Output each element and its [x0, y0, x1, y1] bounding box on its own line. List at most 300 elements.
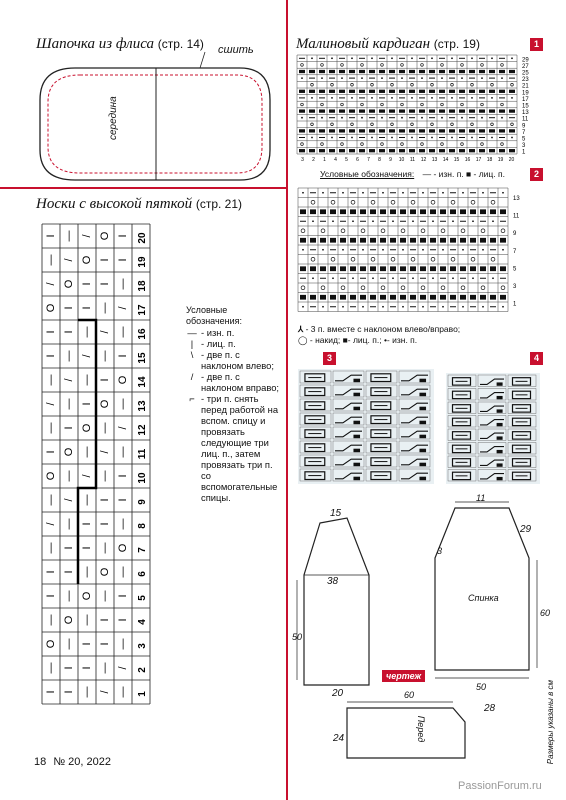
chart1-knit-mark: [309, 90, 315, 93]
chart1-dot-mark: [321, 77, 323, 79]
chart1-yo-mark: [401, 143, 404, 146]
chart2-dot-mark: [472, 277, 474, 279]
chart1-dot-mark: [491, 97, 493, 99]
chart2-knit-mark: [310, 295, 316, 300]
chart1-dot-mark: [311, 97, 313, 99]
sock-stitch: —: [63, 518, 75, 530]
chart2-knit-mark: [370, 209, 376, 214]
chart4-knit-mark: [497, 436, 503, 439]
sock-row-number: 19: [137, 256, 148, 268]
sock-stitch: I: [81, 522, 93, 526]
chart2-dot-mark: [472, 220, 474, 222]
sock-stitch: I: [117, 498, 129, 502]
chart1-knit-mark: [489, 70, 495, 73]
sock-stitch: —: [99, 302, 111, 314]
chart1-dot-mark: [391, 57, 393, 59]
chart2-yo-mark: [401, 229, 405, 233]
chart2-knit-mark: [450, 209, 456, 214]
chart1-yo-mark: [341, 64, 344, 67]
chart2-dot-mark: [462, 249, 464, 251]
chart1-dot-mark: [371, 97, 373, 99]
chart1-row-label: 11: [522, 116, 529, 123]
chart1-knit-mark: [439, 149, 445, 152]
chart2-knit-mark: [490, 266, 496, 271]
chart1-yo-mark: [451, 123, 454, 126]
chart1-yo-mark: [301, 64, 304, 67]
chart2-knit-mark: [480, 209, 486, 214]
chart1-knit-mark: [319, 70, 325, 73]
chart1-knit-mark: [489, 109, 495, 112]
chart1-knit-mark: [329, 149, 335, 152]
chart1-knit-mark: [349, 70, 355, 73]
sock-stitch: —: [81, 446, 93, 458]
chart1-row-label: 5: [522, 136, 526, 143]
chart1-yo-mark: [351, 83, 354, 86]
chart3-knit-mark: [419, 477, 426, 481]
chart1-yo-mark: [441, 103, 444, 106]
chart4-knit-mark: [497, 409, 503, 412]
chart2-knit-mark: [350, 266, 356, 271]
chart1-dot-mark: [471, 57, 473, 59]
chart1-yo-mark: [401, 64, 404, 67]
chart2-dot-mark: [392, 277, 394, 279]
chart1-dot-mark: [411, 97, 413, 99]
sock-stitch: O: [99, 231, 111, 241]
chart2-yo-mark: [381, 229, 385, 233]
chart2-knit-mark: [380, 295, 386, 300]
drawing-label: чертеж: [382, 670, 425, 682]
chart1-dot-mark: [441, 77, 443, 79]
chart2-yo-mark: [461, 229, 465, 233]
chart1-knit-mark: [499, 70, 505, 73]
chart2-yo-mark: [431, 257, 435, 261]
chart4-knit-mark: [497, 450, 503, 453]
sock-stitch: I: [81, 642, 93, 646]
chart1-knit-mark: [349, 129, 355, 132]
chart2-yo-mark: [311, 200, 315, 204]
cardigan-chart-2: [296, 184, 540, 324]
chart1-dot-mark: [311, 137, 313, 139]
chart1-yo-mark: [451, 83, 454, 86]
chart3-knit-mark: [353, 421, 360, 425]
chart1-row-label: 3: [522, 143, 526, 150]
chart1-knit-mark: [389, 90, 395, 93]
chart1-knit-mark: [389, 70, 395, 73]
chart1-knit-mark: [309, 149, 315, 152]
socks-legend-title: Условные обозначения:: [186, 305, 243, 326]
chart3-knit-mark: [419, 463, 426, 467]
chart1-yo-mark: [471, 83, 474, 86]
chart1-yo-mark: [441, 143, 444, 146]
chart2-knit-mark: [470, 238, 476, 243]
chart1-knit-mark: [339, 129, 345, 132]
chart2-knit-mark: [310, 266, 316, 271]
chart1-dot-mark: [301, 117, 303, 119]
chart2-dot-mark: [502, 192, 504, 194]
chart1-knit-mark: [429, 129, 435, 132]
chart4-knit-mark: [497, 382, 503, 385]
chart2-knit-mark: [380, 238, 386, 243]
chart1-knit-mark: [429, 70, 435, 73]
chart2-knit-mark: [410, 266, 416, 271]
sock-row-number: 2: [137, 667, 148, 673]
sock-row-number: 12: [137, 424, 148, 436]
chart1-dot-mark: [351, 57, 353, 59]
chart2-knit-mark: [410, 209, 416, 214]
chart2-row-label: 3: [513, 284, 517, 291]
chart2-knit-mark: [470, 266, 476, 271]
hat-middle-label: середина: [108, 96, 119, 140]
chart1-knit-mark: [439, 129, 445, 132]
chart2-knit-mark: [300, 266, 306, 271]
chart1-knit-mark: [359, 70, 365, 73]
chart1-yo-mark: [361, 103, 364, 106]
chart2-dot-mark: [322, 306, 324, 308]
chart1-yo-mark: [421, 103, 424, 106]
chart1-yo-mark: [381, 103, 384, 106]
chart1-knit-mark: [509, 129, 515, 132]
sock-row-number: 4: [137, 619, 148, 625]
dim-back-shoulder: 29: [520, 524, 532, 535]
chart2-knit-mark: [500, 295, 506, 300]
chart2-knit-mark: [440, 295, 446, 300]
chart2-knit-mark: [370, 295, 376, 300]
chart2-knit-mark: [400, 238, 406, 243]
sock-stitch: —: [117, 566, 129, 578]
chart2-dot-mark: [422, 249, 424, 251]
chart2-knit-mark: [350, 238, 356, 243]
chart1-knit-mark: [329, 90, 335, 93]
chart3-knit-mark: [419, 421, 426, 425]
chart1-col-label: 20: [508, 157, 515, 163]
cardigan-title: Малиновый кардиган (стр. 19): [296, 36, 480, 52]
chart1-dot-mark: [511, 97, 513, 99]
divider-horizontal: [0, 187, 287, 189]
chart1-knit-mark: [449, 70, 455, 73]
chart2-yo-mark: [341, 229, 345, 233]
chart2-row-label: 13: [513, 195, 520, 202]
chart1-col-label: 16: [464, 157, 471, 163]
chart2-knit-mark: [500, 209, 506, 214]
chart1-dot-mark: [461, 117, 463, 119]
chart2-yo-mark: [491, 200, 495, 204]
chart1-dot-mark: [411, 57, 413, 59]
sock-stitch: /: [63, 498, 75, 502]
chart1-knit-mark: [499, 149, 505, 152]
chart1-knit-mark: [439, 70, 445, 73]
chart2-yo-mark: [371, 257, 375, 261]
dim-sleeve-mid: 38: [327, 576, 339, 587]
chart1-yo-mark: [311, 123, 314, 126]
chart2-dot-mark: [422, 306, 424, 308]
dim-sleeve-top: 15: [330, 508, 342, 519]
sock-stitch: I: [99, 498, 111, 502]
chart1-col-label: 9: [389, 157, 392, 163]
sock-stitch: —: [81, 614, 93, 626]
chart2-dot-mark: [382, 249, 384, 251]
chart1-col-label: 6: [356, 157, 359, 163]
chart2-dot-mark: [392, 220, 394, 222]
chart1-yo-mark: [351, 123, 354, 126]
issue-number: № 20, 2022: [53, 756, 111, 768]
chart2-dot-mark: [302, 192, 304, 194]
sock-stitch: I: [99, 642, 111, 646]
chart2-knit-mark: [350, 209, 356, 214]
chart1-knit-mark: [359, 129, 365, 132]
chart1-knit-mark: [379, 129, 385, 132]
chart1-yo-mark: [381, 143, 384, 146]
chart2-knit-mark: [360, 266, 366, 271]
chart1-yo-mark: [501, 103, 504, 106]
chart-badge-1: 1: [530, 38, 543, 51]
chart1-knit-mark: [319, 109, 325, 112]
chart1-dot-mark: [381, 77, 383, 79]
sock-stitch: —: [45, 614, 57, 626]
chart1-col-label: 1: [323, 157, 326, 163]
sock-row-number: 11: [137, 448, 148, 460]
chart2-row-label: 11: [513, 213, 520, 220]
chart1-knit-mark: [389, 109, 395, 112]
chart2-dot-mark: [482, 249, 484, 251]
chart1-knit-mark: [339, 90, 345, 93]
chart1-knit-mark: [499, 90, 505, 93]
chart2-dot-mark: [442, 192, 444, 194]
chart2-yo-mark: [441, 286, 445, 290]
chart2-knit-mark: [420, 209, 426, 214]
sock-stitch: O: [99, 399, 111, 409]
sock-stitch: I: [63, 570, 75, 574]
chart1-knit-mark: [489, 149, 495, 152]
chart1-knit-mark: [379, 149, 385, 152]
chart1-knit-mark: [409, 109, 415, 112]
sock-stitch: —: [117, 398, 129, 410]
chart2-yo-mark: [411, 257, 415, 261]
sock-stitch: I: [99, 378, 111, 382]
hat-title: Шапочка из флиса (стр. 14): [36, 36, 204, 52]
sock-stitch: I: [117, 474, 129, 478]
chart2-row-label: 7: [513, 248, 517, 255]
dim-front-width: 60: [404, 690, 415, 700]
chart1-knit-mark: [409, 90, 415, 93]
dim-front-height: 24: [333, 733, 345, 744]
chart2-yo-mark: [491, 257, 495, 261]
cardigan-legend-top: Условные обозначения: — - изн. п. ■ - лиц. п.: [320, 169, 505, 179]
chart1-yo-mark: [361, 64, 364, 67]
chart1-knit-mark: [479, 90, 485, 93]
sock-stitch: /: [117, 426, 129, 430]
chart-badge-3: 3: [323, 352, 336, 365]
chart3-knit-mark: [353, 379, 360, 383]
chart1-dot-mark: [321, 117, 323, 119]
chart1-knit-mark: [469, 129, 475, 132]
sock-row-number: 15: [137, 352, 148, 364]
chart2-knit-mark: [490, 209, 496, 214]
chart1-dot-mark: [361, 77, 363, 79]
chart1-col-label: 13: [431, 157, 438, 163]
chart1-row-label: 1: [522, 149, 526, 156]
chart2-knit-mark: [380, 209, 386, 214]
chart2-dot-mark: [302, 249, 304, 251]
chart1-knit-mark: [389, 129, 395, 132]
chart1-knit-mark: [329, 70, 335, 73]
sock-stitch: —: [99, 422, 111, 434]
chart2-knit-mark: [320, 295, 326, 300]
chart2-dot-mark: [312, 277, 314, 279]
socks-title: Носки с высокой пяткой (стр. 21): [36, 196, 243, 212]
sock-stitch: /: [81, 474, 93, 478]
chart2-dot-mark: [492, 220, 494, 222]
chart2-knit-mark: [480, 238, 486, 243]
chart1-yo-mark: [401, 103, 404, 106]
chart1-yo-mark: [361, 143, 364, 146]
chart1-yo-mark: [431, 123, 434, 126]
sock-stitch: —: [117, 278, 129, 290]
sock-stitch: —: [63, 470, 75, 482]
chart1-col-label: 12: [420, 157, 427, 163]
chart1-knit-mark: [509, 70, 515, 73]
chart1-knit-mark: [309, 129, 315, 132]
chart2-yo-mark: [331, 200, 335, 204]
chart1-knit-mark: [299, 70, 305, 73]
dim-sleeve-height: 50: [292, 632, 303, 642]
chart2-knit-mark: [460, 295, 466, 300]
chart3-knit-mark: [353, 449, 360, 453]
chart2-knit-mark: [410, 295, 416, 300]
chart1-col-label: 4: [334, 157, 337, 163]
chart2-knit-mark: [380, 266, 386, 271]
chart2-knit-mark: [410, 238, 416, 243]
chart1-dot-mark: [511, 137, 513, 139]
chart1-yo-mark: [481, 143, 484, 146]
chart4-knit-mark: [497, 477, 503, 480]
chart1-knit-mark: [329, 129, 335, 132]
sock-stitch: I: [81, 546, 93, 550]
chart1-dot-mark: [351, 137, 353, 139]
chart2-knit-mark: [470, 295, 476, 300]
sock-row-number: 20: [137, 232, 148, 244]
sock-stitch: I: [99, 282, 111, 286]
chart1-col-label: 3: [301, 157, 304, 163]
chart1-row-label: 29: [522, 57, 529, 64]
chart1-yo-mark: [421, 143, 424, 146]
chart1-row-label: 13: [522, 110, 529, 117]
chart1-knit-mark: [379, 90, 385, 93]
chart2-knit-mark: [300, 209, 306, 214]
chart1-knit-mark: [299, 90, 305, 93]
sock-stitch: I: [81, 402, 93, 406]
sock-stitch: I: [117, 594, 129, 598]
chart1-knit-mark: [469, 149, 475, 152]
chart2-knit-mark: [310, 209, 316, 214]
chart1-knit-mark: [429, 90, 435, 93]
sock-stitch: —: [45, 254, 57, 266]
chart1-knit-mark: [409, 70, 415, 73]
chart2-dot-mark: [362, 306, 364, 308]
chart1-knit-mark: [509, 149, 515, 152]
chart1-dot-mark: [481, 77, 483, 79]
chart2-yo-mark: [301, 286, 305, 290]
chart2-yo-mark: [391, 257, 395, 261]
chart1-knit-mark: [299, 109, 305, 112]
chart1-knit-mark: [399, 70, 405, 73]
chart1-dot-mark: [381, 117, 383, 119]
chart1-knit-mark: [339, 70, 345, 73]
sock-stitch: O: [45, 303, 57, 313]
chart3-knit-mark: [419, 393, 426, 397]
chart2-yo-mark: [501, 229, 505, 233]
chart2-knit-mark: [400, 209, 406, 214]
chart2-dot-mark: [372, 277, 374, 279]
chart1-dot-mark: [431, 137, 433, 139]
chart-badge-2: 2: [530, 168, 543, 181]
chart1-dot-mark: [421, 117, 423, 119]
chart1-knit-mark: [379, 70, 385, 73]
dim-back-notch: 3: [437, 546, 443, 556]
chart1-knit-mark: [459, 70, 465, 73]
chart1-knit-mark: [339, 149, 345, 152]
chart1-knit-mark: [409, 149, 415, 152]
chart-badge-4: 4: [530, 352, 543, 365]
chart1-knit-mark: [459, 90, 465, 93]
chart2-yo-mark: [351, 200, 355, 204]
sock-stitch: /: [117, 666, 129, 670]
chart2-dot-mark: [352, 220, 354, 222]
sock-stitch: —: [117, 686, 129, 698]
sock-stitch: —: [117, 638, 129, 650]
chart2-yo-mark: [451, 257, 455, 261]
sock-stitch: /: [81, 354, 93, 358]
sock-stitch: I: [117, 618, 129, 622]
sock-stitch: —: [81, 686, 93, 698]
sock-stitch: I: [63, 330, 75, 334]
chart2-knit-mark: [430, 238, 436, 243]
chart1-knit-mark: [399, 149, 405, 152]
sock-stitch: /: [63, 258, 75, 262]
sock-row-number: 16: [137, 328, 148, 340]
chart2-dot-mark: [482, 192, 484, 194]
chart1-dot-mark: [371, 137, 373, 139]
chart1-knit-mark: [309, 70, 315, 73]
sock-stitch: /: [99, 330, 111, 334]
chart1-yo-mark: [481, 103, 484, 106]
chart1-yo-mark: [391, 123, 394, 126]
sock-stitch: /: [99, 450, 111, 454]
chart2-yo-mark: [461, 286, 465, 290]
sock-stitch: O: [99, 567, 111, 577]
chart2-dot-mark: [452, 277, 454, 279]
chart1-knit-mark: [369, 149, 375, 152]
chart2-row-label: 1: [513, 301, 517, 308]
chart2-dot-mark: [482, 306, 484, 308]
chart2-knit-mark: [400, 266, 406, 271]
sock-stitch: —: [99, 590, 111, 602]
chart1-knit-mark: [399, 109, 405, 112]
sock-row-number: 7: [137, 547, 148, 553]
chart2-knit-mark: [460, 238, 466, 243]
chart2-knit-mark: [330, 238, 336, 243]
sock-stitch: I: [45, 450, 57, 454]
chart2-yo-mark: [341, 286, 345, 290]
chart1-knit-mark: [479, 70, 485, 73]
chart1-knit-mark: [369, 129, 375, 132]
chart1-yo-mark: [311, 83, 314, 86]
chart1-col-label: 19: [497, 157, 504, 163]
sock-stitch: O: [63, 615, 75, 625]
chart2-dot-mark: [332, 277, 334, 279]
sock-stitch: —: [63, 350, 75, 362]
chart2-dot-mark: [402, 192, 404, 194]
watermark: PassionForum.ru: [458, 780, 542, 792]
